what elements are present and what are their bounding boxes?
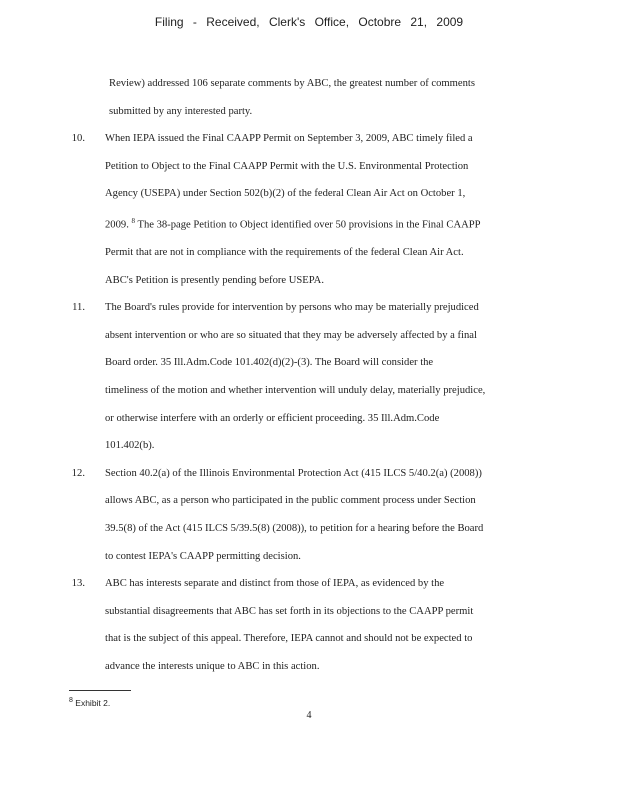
footnote-divider [69, 690, 131, 691]
footnote-reference[interactable]: 8 [131, 216, 135, 225]
footnote-marker: 8 [69, 697, 73, 704]
text-line: Board order. 35 Ill.Adm.Code 101.402(d)(2)-(3). The Board will consider the [105, 357, 434, 369]
paragraph-number: 11. [72, 302, 85, 314]
footnote-text: Exhibit 2. [75, 697, 111, 708]
text-line: submitted by any interested party. [109, 105, 253, 117]
paragraph-number: 10. [71, 133, 85, 145]
text-line: Agency (USEPA) under Section 502(b)(2) of the federal Clean Air Act on October 1, [105, 188, 466, 200]
paragraph-12 [0, 460, 560, 570]
text-line: ABC has interests separate and distinct from those of IEPA, as evidenced by the [105, 578, 445, 590]
text-line: timeliness of the motion and whether intervention will unduly delay, materially prejudice, [105, 385, 486, 397]
text-line: substantial disagreements that ABC has set forth in its objections to the CAAPP permit [105, 605, 474, 617]
text-line: Review) addressed 106 separate comments by ABC, the greatest number of comments [109, 78, 475, 89]
text-line: advance the interests unique to ABC in this action. [105, 661, 320, 672]
paragraph-text [89, 570, 527, 680]
filing-header: Filing - Received, Clerk's Office, Octobre 21, 2009 [154, 15, 464, 29]
paragraph-text [89, 125, 527, 294]
text-line: that is the subject of this appeal. Therefore, IEPA cannot and should not be expected to [105, 633, 473, 645]
continued-paragraph [109, 70, 549, 125]
year-text: 2009. [105, 219, 129, 231]
page-number: 4 [306, 710, 312, 721]
document-body [0, 70, 618, 681]
text-line: 101.402(b). [105, 440, 155, 452]
paragraph-text [89, 460, 527, 570]
text-line: The Board's rules provide for intervention by persons who may be materially prejudiced [105, 302, 479, 314]
paragraph-10 [0, 125, 560, 294]
line-text: The 38-page Petition to Object identified over 50 provisions in the Final CAAPP [137, 219, 481, 231]
text-line: allows ABC, as a person who participated in the public comment process under Section [105, 495, 476, 507]
paragraph-number: 13. [71, 578, 85, 590]
text-line: Section 40.2(a) of the Illinois Environmental Protection Act (415 ILCS 5/40.2(a) (2008)) [105, 467, 482, 479]
paragraph-13 [0, 570, 560, 680]
text-line: 39.5(8) of the Act (415 ILCS 5/39.5(8) (2008)), to petition for a hearing before the Board [105, 523, 484, 535]
text-line: Permit that are not in compliance with the requirements of the federal Clean Air Act. [105, 247, 464, 259]
text-line: When IEPA issued the Final CAAPP Permit on September 3, 2009, ABC timely filed a [105, 133, 473, 145]
paragraph-number: 12. [71, 467, 85, 479]
paragraph-text [89, 294, 527, 460]
text-line: ABC's Petition is presently pending before USEPA. [105, 274, 324, 286]
text-line: or otherwise interfere with an orderly or efficient proceeding. 35 Ill.Adm.Code [105, 412, 440, 424]
text-line [105, 208, 527, 239]
text-line: Petition to Object to the Final CAAPP Permit with the U.S. Environmental Protection [105, 160, 469, 172]
footnote [69, 697, 110, 708]
text-line: absent intervention or who are so situated that they may be adversely affected by a final [105, 329, 477, 341]
paragraph-11 [0, 294, 560, 460]
text-line: to contest IEPA's CAAPP permitting decision. [105, 550, 301, 562]
